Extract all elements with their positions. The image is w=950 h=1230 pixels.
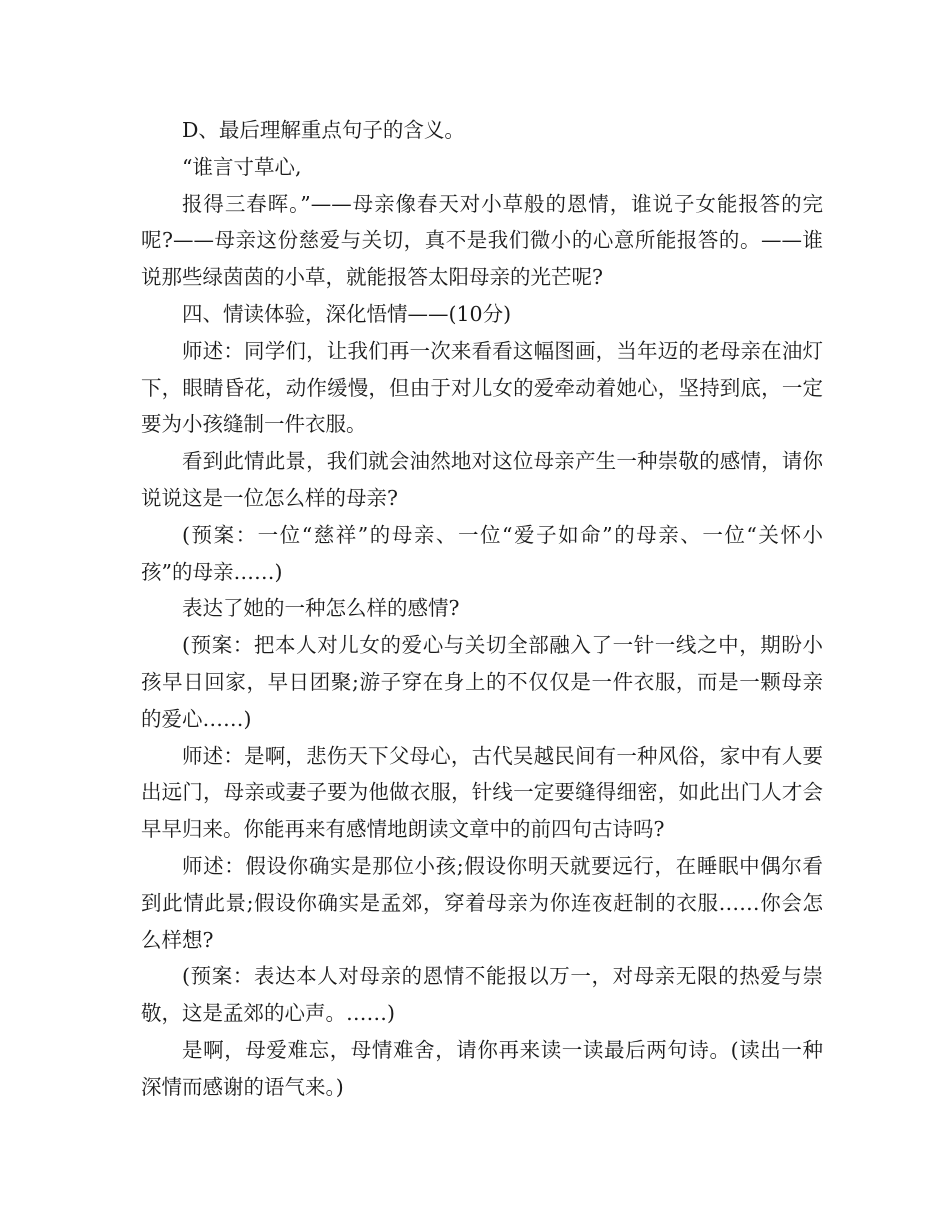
paragraph-step-d: D、最后理解重点句子的含义。	[182, 118, 465, 142]
paragraph-question-mother: 看到此情此景，我们就会油然地对这位母亲产生一种崇敬的感情，请你说说这是一位怎么样的母亲?	[141, 449, 823, 510]
paragraph-plan-answer-2: (预案：把本人对儿女的爱心与关切全部融入了一针一线之中，期盼小孩早日回家，早日团聚;游子穿在身上的不仅仅是一件衣服，而是一颗母亲的爱心……)	[141, 633, 823, 731]
paragraph-teacher-narration-2: 师述：是啊，悲伤天下父母心，古代吴越民间有一种风俗，家中有人要出远门，母亲或妻子要为他做衣服，针线一定要缝得细密，如此出门人才会早早归来。你能再来有感情地朗读文章中的前四句古诗吗?	[141, 743, 823, 842]
paragraph-teacher-narration-1: 师述：同学们，让我们再一次来看看这幅图画，当年迈的老母亲在油灯下，眼睛昏花，动作缓慢，但由于对儿女的爱牵动着她心，坚持到底，一定要为小孩缝制一件衣服。	[141, 338, 823, 437]
section-heading-four: 四、情读体验，深化悟情——(10分)	[182, 301, 512, 326]
paragraph-plan-answer-1: (预案：一位“慈祥”的母亲、一位“爱子如命”的母亲、一位“关怀小孩”的母亲……)	[141, 522, 823, 584]
paragraph-question-feeling: 表达了她的一种怎么样的感情?	[182, 596, 460, 621]
document-body	[141, 112, 823, 1106]
paragraph-closing: 是啊，母爱难忘，母情难舍，请你再来读一读最后两句诗。(读出一种深情而感谢的语气来。)	[141, 1037, 823, 1099]
paragraph-plan-answer-3: (预案：表达本人对母亲的恩情不能报以万一，对母亲无限的热爱与崇敬，这是孟郊的心声。……)	[141, 964, 823, 1026]
paragraph-poem-line-2-explanation: 报得三春晖。”——母亲像春天对小草般的恩情，谁说子女能报答的完呢?——母亲这份慈爱与关切，真不是我们微小的心意所能报答的。——谁说那些绿茵茵的小草，就能报答太阳母亲的光芒呢?	[141, 191, 823, 290]
paragraph-teacher-narration-3: 师述：假设你确实是那位小孩;假设你明天就要远行，在睡眠中偶尔看到此情此景;假设你确实是孟郊，穿着母亲为你连夜赶制的衣服……你会怎么样想?	[141, 853, 823, 952]
paragraph-poem-line-1: “谁言寸草心,	[182, 154, 302, 179]
